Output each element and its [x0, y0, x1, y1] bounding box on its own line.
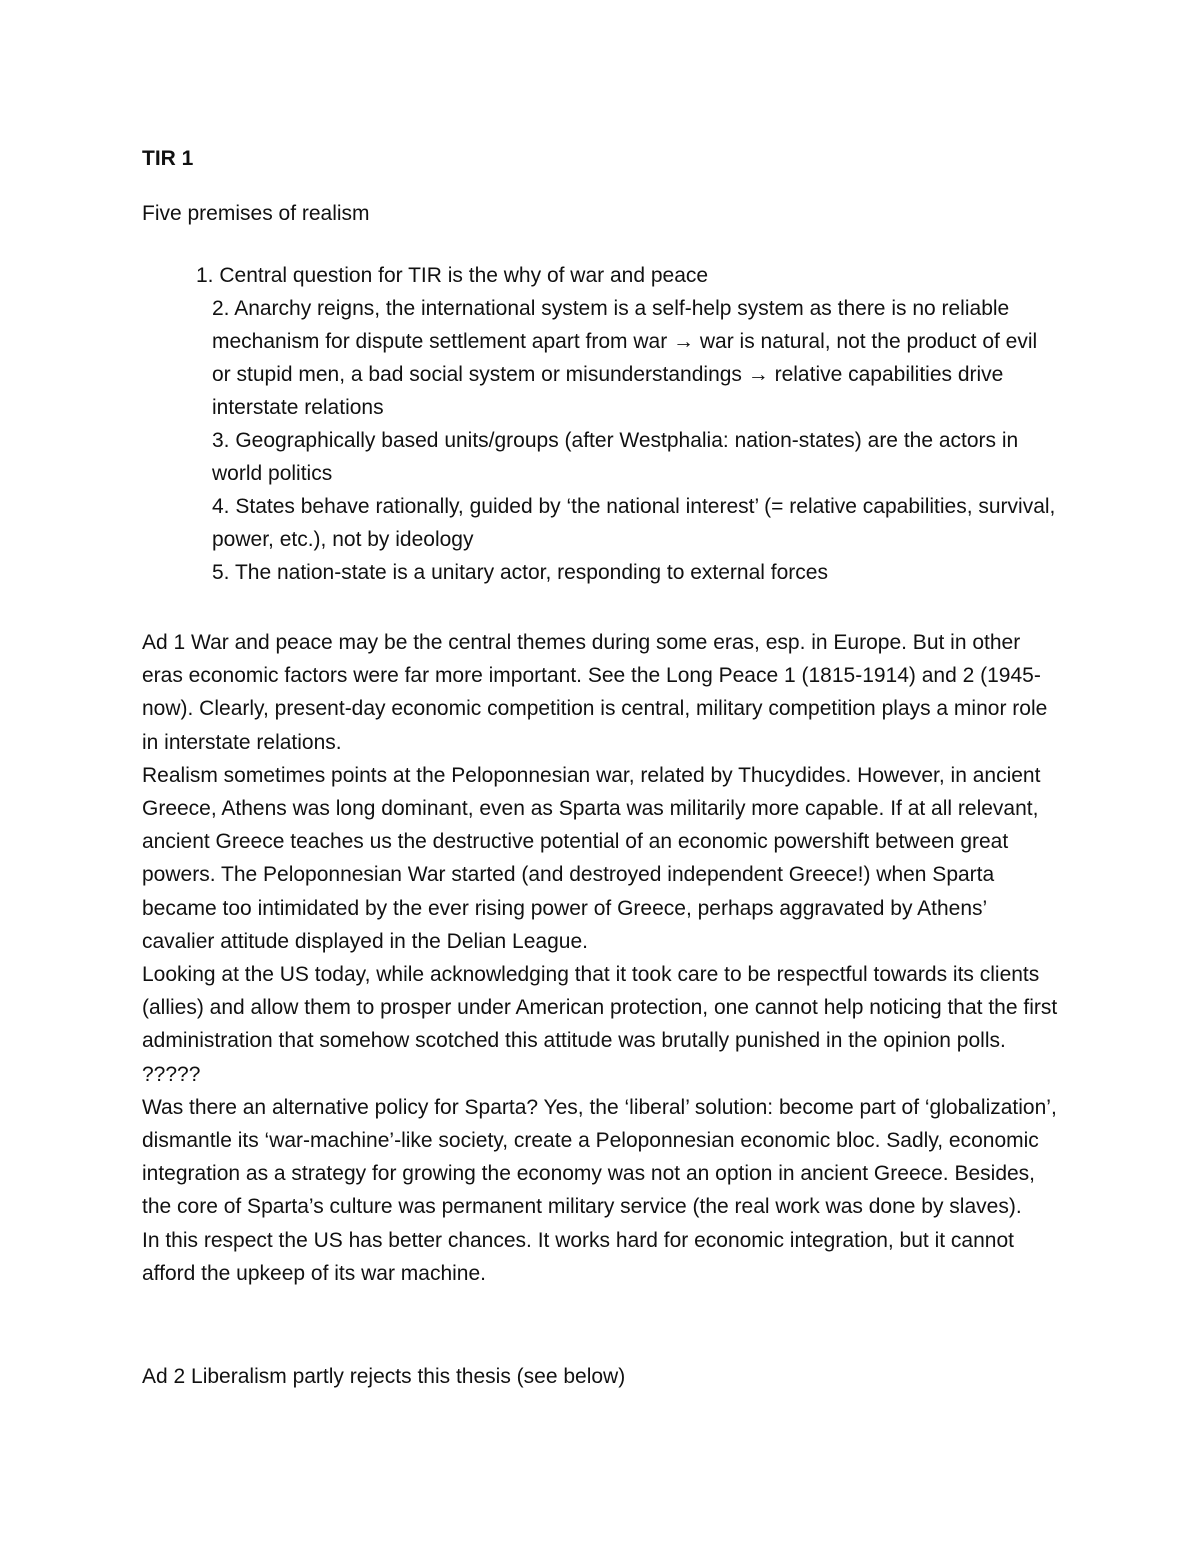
closing-paragraph: Ad 2 Liberalism partly rejects this thesis (see below) — [142, 1365, 626, 1388]
premise-item: 2. Anarchy reigns, the international system is a self-help system as there is no reliable mechanism for dispute settlement apart from war → war is natural, not the product of evil or stupid men, a bad social system or misunderstandings → relative capabilities drive interstate relations — [212, 297, 1038, 419]
paragraph: Was there an alternative policy for Sparta? Yes, the ‘liberal’ solution: become part of ‘globalization’, dismantle its ‘war-machine’-like society, create a Peloponnesian economic bloc. Sadly, economic integration as a strategy for growing the economy was not an option in ancient Greece. Besides, the core of Sparta’s culture was permanent military service (the real work was done by slaves). — [142, 1095, 1057, 1219]
paragraph: In this respect the US has better chances. It works hard for economic integration, but it cannot afford the upkeep of its war machine. — [142, 1228, 1014, 1285]
paragraph: Ad 1 War and peace may be the central themes during some eras, esp. in Europe. But in other eras economic factors were far more important. See the Long Peace 1 (1815-1914) and 2 (1945-now). Clearly, present-day economic competition is central, military competition plays a minor role in interstate relations. — [142, 631, 1048, 754]
section-heading: Five premises of realism — [142, 202, 370, 225]
premise-item: 3. Geographically based units/groups (after Westphalia: nation-states) are the actors in world politics — [212, 429, 1019, 485]
premise-item: 5. The nation-state is a unitary actor, responding to external forces — [212, 561, 828, 584]
premise-item: 1. Central question for TIR is the why of war and peace — [196, 264, 709, 287]
paragraph: Looking at the US today, while acknowledging that it took care to be respectful towards its clients (allies) and allow them to prosper under American protection, one cannot help noticing that the first administration that somehow scotched this attitude was brutally punished in the opinion polls. ????? — [142, 963, 1058, 1086]
body-text — [142, 626, 1062, 1290]
document-title: TIR 1 — [142, 147, 194, 170]
premises-list — [0, 259, 1200, 589]
premise-item: 4. States behave rationally, guided by ‘the national interest’ (= relative capabilities, survival, power, etc.), not by ideology — [212, 495, 1056, 551]
paragraph: Realism sometimes points at the Peloponnesian war, related by Thucydides. However, in ancient Greece, Athens was long dominant, even as Sparta was militarily more capable. If at all relevant, ancient Greece teaches us the destructive potential of an economic powershift between great powers. The Peloponnesian War started (and destroyed independent Greece!) when Sparta became too intimidated by the ever rising power of Greece, perhaps aggravated by Athens’ cavalier attitude displayed in the Delian League. — [142, 763, 1041, 953]
